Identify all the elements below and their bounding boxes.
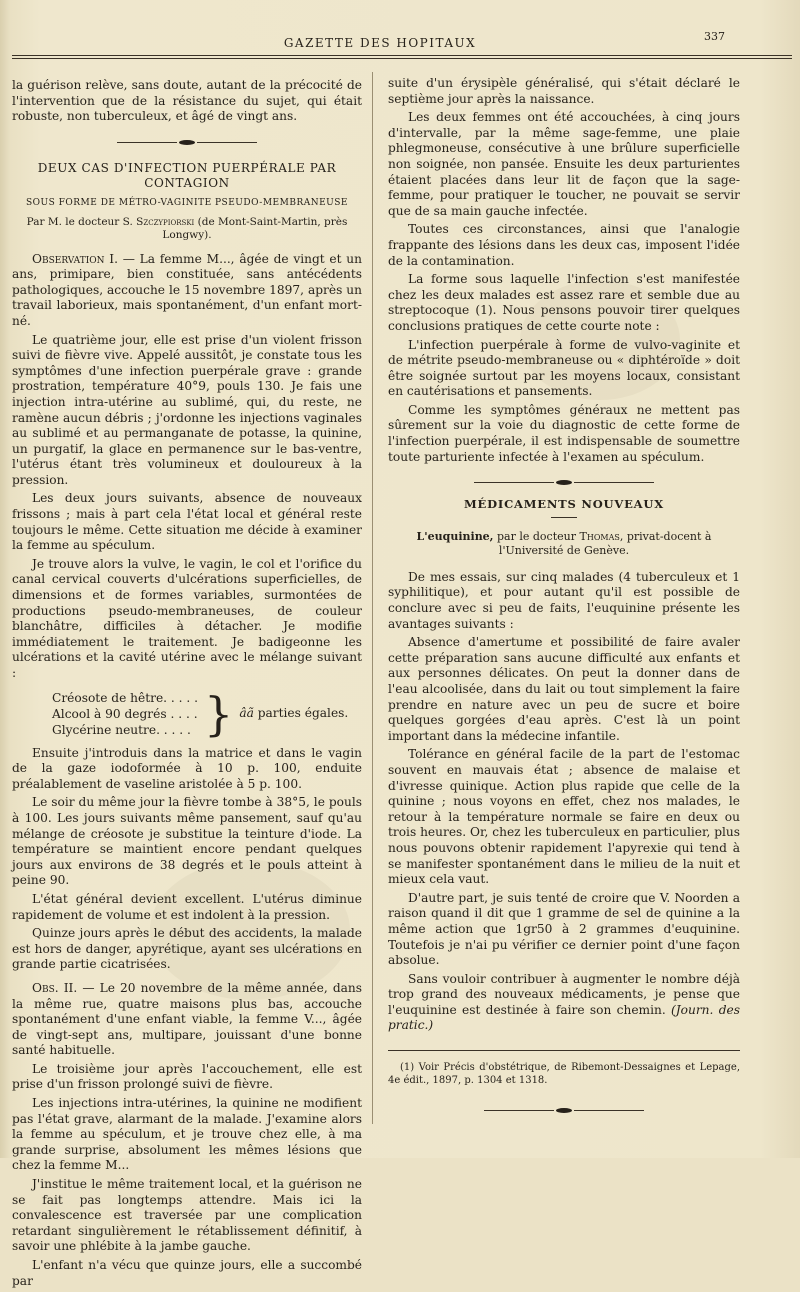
- recipe-quantity: âã parties égales.: [239, 705, 349, 720]
- article-title: DEUX CAS D'INFECTION PUERPÉRALE PAR CONTAGION: [37, 160, 337, 191]
- paragraph: Les injections intra-utérines, la quinine ne modifient pas l'état grave, alarmant de la malade. J'examine alors la femme au spéculum, et je trouve chez elle, à ma grande surprise, absolument les mêmes lésions que chez la femme M...: [12, 1096, 362, 1173]
- recipe-item: Créosote de hêtre. . . . .: [52, 690, 199, 705]
- brace-glyph: }: [204, 686, 234, 741]
- paragraph: Comme les symptômes généraux ne mettent pas sûrement sur la voie du diagnostic de cette forme de l'infection puerpérale, il est indispensable de soumettre toute parturiente infectée à l'examen au spéculum.: [388, 402, 740, 464]
- header-rule: [12, 58, 792, 59]
- paragraph: Absence d'amertume et possibilité de faire avaler cette préparation sans aucune difficulté aux enfants et aux personnes délicates. On peut la donner dans de l'eau alcoolisée, dans du lait ou tout simplement la faire prendre en nature avec un peu de sucre et boire quelques gorgées d'eau après. C'est là un point important dans la médecine infantile.: [388, 635, 740, 743]
- paragraph: Toutes ces circonstances, ainsi que l'analogie frappante des lésions dans les deux cas, imposent l'idée de la contamination.: [388, 222, 740, 268]
- paragraph: L'état général devient excellent. L'utérus diminue rapidement de volume et est indolent à la pression.: [12, 891, 362, 922]
- article-author: Par M. le docteur S. Szczypiorski (de Mont-Saint-Martin, près Longwy).: [26, 215, 348, 241]
- paragraph: Je trouve alors la vulve, le vagin, le col et l'orifice du canal cervical couverts d'ulcérations superficielles, de dimensions et de formes variables, surmontées de productions pseudo-membraneuses, de couleur blanchâtre, difficiles à détacher. Je modifie immédiatement le traitement. Je badigeonne les ulcérations et la cavité utérine avec le mélange suivant :: [12, 556, 362, 680]
- ornament-divider: [12, 135, 362, 143]
- section-rule: [551, 517, 577, 518]
- article-title: L'euquinine, par le docteur Thomas, privat-docent à l'Université de Genève.: [416, 529, 712, 557]
- paragraph: Le quatrième jour, elle est prise d'un violent frisson suivi de fièvre vive. Appelé aussitôt, je constate tous les symptômes d'une infection puerpérale grave : grande prostration, température 40°9, pouls 130. Je fais une injection intra-utérine au sublimé, qui, du reste, ne ramène aucun débris ; j'ordonne les injections vaginales au sublimé et au permanganate de potasse, la quinine, un purgatif, la glace en permanence sur le bas-ventre, l'utérus étant très volumineux et douloureux à la pression.: [12, 332, 362, 487]
- right-column: [388, 76, 740, 1121]
- paragraph: L'infection puerpérale à forme de vulvo-vaginite et de métrite pseudo-membraneuse ou « diphtéroïde » doit être soignée surtout par les moyens locaux, consistant en cautérisations et pansements.: [388, 337, 740, 399]
- paragraph: La forme sous laquelle l'infection s'est manifestée chez les deux malades est assez rare et semble due au streptocoque (1). Nous pensons pouvoir tirer quelques conclusions pratiques de cette courte note :: [388, 272, 740, 333]
- ornament-divider: [388, 475, 740, 483]
- recipe-item: Glycérine neutre. . . . .: [52, 722, 191, 737]
- paragraph: J'institue le même traitement local, et la guérison ne se fait pas longtemps attendre. Mais ici la convalescence est traversée par une complication retardant singulièrement le rétablissement définitif, à savoir une phlébite à la jambe gauche.: [12, 1177, 362, 1254]
- author-name: S. Szczypiorski: [122, 215, 195, 228]
- paragraph: De mes essais, sur cinq malades (4 tuberculeux et 1 syphilitique), et pour autant qu'il est possible de conclure avec si peu de faits, l'euquinine présente les avantages suivants :: [388, 569, 740, 631]
- paragraph: Tolérance en général facile de la part de l'estomac souvent en mauvais état ; absence de malaise et d'ivresse quinique. Action plus rapide que celle de la quinine ; nous voyons en effet, chez nos malades, le retour à la température normale se faire en deux ou trois heures. Or, chez les tuberculeux en particulier, plus nous pouvons obtenir rapidement l'apyrexie qui tend à se manifester spontanément dans le milieu de la nuit et mieux cela vaut.: [388, 747, 741, 887]
- footnote: (1) Voir Précis d'obstétrique, de Ribemont-Dessaignes et Lepage, 4e édit., 1897, p. 1304 et 1318.: [388, 1062, 740, 1087]
- intro-paragraph: la guérison relève, sans doute, autant de la précocité de l'intervention que de la résistance du sujet, qui était robuste, non tuberculeux, et âgé de vingt ans.: [12, 78, 362, 124]
- recipe-item: Alcool à 90 degrés . . . .: [52, 706, 198, 721]
- paragraph: Les deux jours suivants, absence de nouveaux frissons ; mais à part cela l'état local et général reste toujours le même. Cette situation me décide à examiner la femme au spéculum.: [12, 491, 362, 553]
- section-heading: MÉDICAMENTS NOUVEAUX: [464, 497, 664, 512]
- header-rule: [12, 55, 792, 56]
- paragraph: Le soir du même jour la fièvre tombe à 38°5, le pouls à 100. Les jours suivants même pansement, sauf qu'au mélange de créosote je substitue la teinture d'iode. La température se maintient encore pendant quelques jours aux environs de 38 degrés et le pouls atteint à peine 90.: [12, 795, 362, 888]
- paragraph: Ensuite j'introduis dans la matrice et dans le vagin de la gaze iodoformée à 10 p. 100, enduite préalablement de vaseline aristolée à 5 p. 100.: [12, 745, 362, 791]
- observation-label: Observation I.: [32, 251, 118, 266]
- paragraph: Sans vouloir contribuer à augmenter le nombre déjà trop grand des nouveaux médicaments, je pense que l'euquinine est destinée à faire son chemin. (Journ. des pratic.): [388, 971, 740, 1033]
- paragraph: Observation I. — La femme M..., âgée de vingt et un ans, primipare, bien constituée, sans antécédents pathologiques, accouche le 15 novembre 1897, après un travail laborieux, mais spontanément, d'un enfant mort-né.: [12, 251, 362, 328]
- footnote-rule: [388, 1050, 740, 1051]
- author-name: Thomas: [579, 529, 620, 543]
- journal-title: GAZETTE DES HOPITAUX: [283, 36, 477, 50]
- paragraph: L'enfant n'a vécu que quinze jours, elle a succombé par: [12, 1258, 362, 1288]
- source-citation: (Journ. des pratic.): [388, 1002, 740, 1033]
- left-column: [12, 78, 362, 1292]
- column-divider: [372, 72, 373, 1124]
- paragraph: D'autre part, je suis tenté de croire que V. Noorden a raison quand il dit que 1 gramme de sel de quinine a la même action que 1gr50 à 2 grammes d'euquinine. Toutefois je n'ai pu vérifier ce dernier point d'une façon absolue.: [388, 890, 740, 968]
- paragraph: Le troisième jour après l'accouchement, elle est prise d'un frisson prolongé suivi de fièvre.: [12, 1061, 362, 1092]
- paragraph: Quinze jours après le début des accidents, la malade est hors de danger, apyrétique, ayant ses ulcérations en grande partie cicatrisées.: [12, 926, 362, 972]
- recipe-block: [52, 686, 362, 741]
- paragraph: Obs. II. — Le 20 novembre de la même année, dans la même rue, quatre maisons plus bas, accouche spontanément d'une enfant viable, la femme V..., âgée de vingt-sept ans, multipare, jouissant d'une bonne santé habituelle.: [12, 980, 362, 1058]
- page-number: 337: [704, 30, 725, 43]
- ornament-divider: [388, 1103, 740, 1111]
- paragraph: Les deux femmes ont été accouchées, à cinq jours d'intervalle, par la même sage-femme, une plaie phlegmoneuse, consécutive à une brûlure superficielle non soignée, non pansée. Ensuite les deux parturientes étaient placées dans leur lit de façon que la sage-femme, pour pratiquer le toucher, ne pouvait se servir que de sa main gauche infectée.: [388, 110, 740, 218]
- observation-label: Obs. II.: [32, 980, 78, 995]
- paragraph: suite d'un érysipèle généralisé, qui s'était déclaré le septième jour après la naissance.: [388, 76, 740, 106]
- article-subtitle: SOUS FORME DE MÉTRO-VAGINITE PSEUDO-MEMBRANEUSE: [26, 197, 348, 208]
